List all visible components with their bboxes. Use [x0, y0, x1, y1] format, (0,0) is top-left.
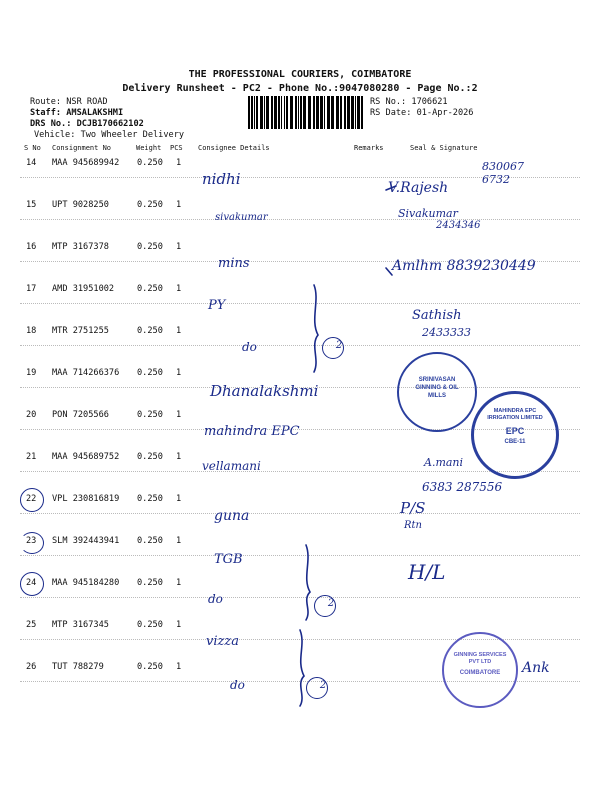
- row-consignment: MAA 945184280: [52, 578, 120, 588]
- row-consignment: MTP 3167378: [52, 242, 109, 252]
- row-consignment: MAA 945689942: [52, 158, 120, 168]
- hw-remark-23: H/L: [408, 560, 446, 584]
- row-pcs: 1: [176, 200, 182, 210]
- row-sno: 23: [26, 536, 37, 546]
- route-label: Route: NSR ROAD: [30, 97, 108, 107]
- row-sno: 21: [26, 452, 37, 462]
- hw-phone-15: 2434346: [436, 220, 481, 231]
- hw-signature-15: Sivakumar: [398, 207, 458, 220]
- row-pcs: 1: [176, 242, 182, 252]
- hw-count-17-18: 2: [335, 340, 343, 351]
- col-sno: S No: [24, 144, 41, 152]
- row-pcs: 1: [176, 368, 182, 378]
- row-consignment: UPT 9028250: [52, 200, 109, 210]
- hw-consignee-21: vellamani: [202, 459, 261, 473]
- row-weight: 0.250: [137, 410, 163, 420]
- row-consignment: MAA 945689752: [52, 452, 120, 462]
- row-weight: 0.250: [137, 536, 163, 546]
- ginning-stamp: GINNING SERVICES PVT LTD COIMBATORE: [442, 632, 518, 708]
- hw-signature-26: Ank: [522, 660, 550, 676]
- col-details: Consignee Details: [198, 144, 270, 152]
- row-pcs: 1: [176, 578, 182, 588]
- hw-consignee-18: do: [242, 340, 257, 354]
- hw-remark-22: P/S: [400, 499, 426, 517]
- row-weight: 0.250: [137, 578, 163, 588]
- vehicle-label: Vehicle: Two Wheeler Delivery: [34, 130, 185, 140]
- row-consignment: MAA 714266376: [52, 368, 120, 378]
- row-consignment: VPL 230816819: [52, 494, 120, 504]
- mahindra-stamp: MAHINDRA EPC IRRIGATION LIMITED EPC CBE-11: [471, 391, 559, 479]
- srinivasan-stamp: SRINIVASAN GINNING & OIL MILLS: [397, 352, 477, 432]
- row-pcs: 1: [176, 536, 182, 546]
- hw-consignee-19: Dhanalakshmi: [210, 382, 319, 400]
- row-weight: 0.250: [137, 494, 163, 504]
- col-weight: Weight: [136, 144, 162, 152]
- row-sno: 22: [26, 494, 37, 504]
- row-sno: 20: [26, 410, 37, 420]
- row-sno: 24: [26, 578, 37, 588]
- hw-count-25-26: 2: [319, 680, 327, 691]
- hw-remark-22b: Rtn: [404, 520, 422, 531]
- row-sno: 25: [26, 620, 37, 630]
- hw-phone-17: 2433333: [422, 326, 471, 339]
- company-title: THE PROFESSIONAL COURIERS, COIMBATORE: [188, 69, 412, 80]
- row-weight: 0.250: [137, 368, 163, 378]
- row-consignment: AMD 31951002: [52, 284, 115, 294]
- row-pcs: 1: [176, 494, 182, 504]
- row-sno: 16: [26, 242, 37, 252]
- row-consignment: MTR 2751255: [52, 326, 109, 336]
- row-weight: 0.250: [137, 242, 163, 252]
- col-consignment: Consignment No: [52, 144, 112, 152]
- hw-signature-21: A.mani: [424, 456, 464, 469]
- hw-consignee-20: mahindra EPC: [204, 424, 300, 439]
- row-pcs: 1: [176, 326, 182, 336]
- row-pcs: 1: [176, 452, 182, 462]
- rs-date: RS Date: 01-Apr-2026: [370, 108, 474, 118]
- col-remarks: Remarks: [354, 144, 384, 152]
- hw-phone-14: 830067 6732: [482, 160, 524, 186]
- hw-count-23-24: 2: [327, 598, 335, 609]
- row-sno: 14: [26, 158, 37, 168]
- row-sno: 26: [26, 662, 37, 672]
- row-weight: 0.250: [137, 158, 163, 168]
- hw-consignee-25: vizza: [206, 634, 239, 649]
- hw-consignee-24: do: [208, 592, 223, 606]
- row-weight: 0.250: [137, 620, 163, 630]
- hw-phone-21: 6383 287556: [422, 480, 503, 494]
- col-pcs: PCS: [170, 144, 183, 152]
- hw-consignee-14: nidhi: [202, 170, 241, 188]
- row-consignment: SLM 392443941: [52, 536, 120, 546]
- row-consignment: TUT 788279: [52, 662, 104, 672]
- hw-consignee-16: mins: [218, 256, 250, 271]
- row-pcs: 1: [176, 662, 182, 672]
- row-weight: 0.250: [137, 326, 163, 336]
- staff-label: Staff: AMSALAKSHMI: [30, 108, 124, 118]
- drs-label: DRS No.: DCJB170662102: [30, 119, 144, 129]
- row-sno: 19: [26, 368, 37, 378]
- row-weight: 0.250: [137, 284, 163, 294]
- row-weight: 0.250: [137, 452, 163, 462]
- row-weight: 0.250: [137, 200, 163, 210]
- hw-consignee-22: guna: [214, 508, 250, 524]
- row-sno: 17: [26, 284, 37, 294]
- row-pcs: 1: [176, 410, 182, 420]
- hw-consignee-26: do: [230, 678, 245, 692]
- row-weight: 0.250: [137, 662, 163, 672]
- row-pcs: 1: [176, 158, 182, 168]
- col-seal: Seal & Signature: [410, 144, 478, 152]
- row-sno: 18: [26, 326, 37, 336]
- hw-signature-16: Amlhm 8839230449: [392, 258, 536, 274]
- hw-consignee-17: PY: [208, 298, 226, 313]
- row-consignment: PON 7205566: [52, 410, 109, 420]
- hw-consignee-23: TGB: [214, 552, 243, 567]
- runsheet-subtitle: Delivery Runsheet - PC2 - Phone No.:9047080280 - Page No.:2: [122, 83, 478, 94]
- row-sno: 15: [26, 200, 37, 210]
- row-consignment: MTP 3167345: [52, 620, 109, 630]
- row-pcs: 1: [176, 620, 182, 630]
- row-pcs: 1: [176, 284, 182, 294]
- hw-signature-17: Sathish: [412, 308, 462, 323]
- hw-consignee-15: sivakumar: [215, 212, 268, 223]
- rs-number: RS No.: 1706621: [370, 97, 448, 107]
- hw-signature-14: V.Rajesh: [388, 180, 449, 196]
